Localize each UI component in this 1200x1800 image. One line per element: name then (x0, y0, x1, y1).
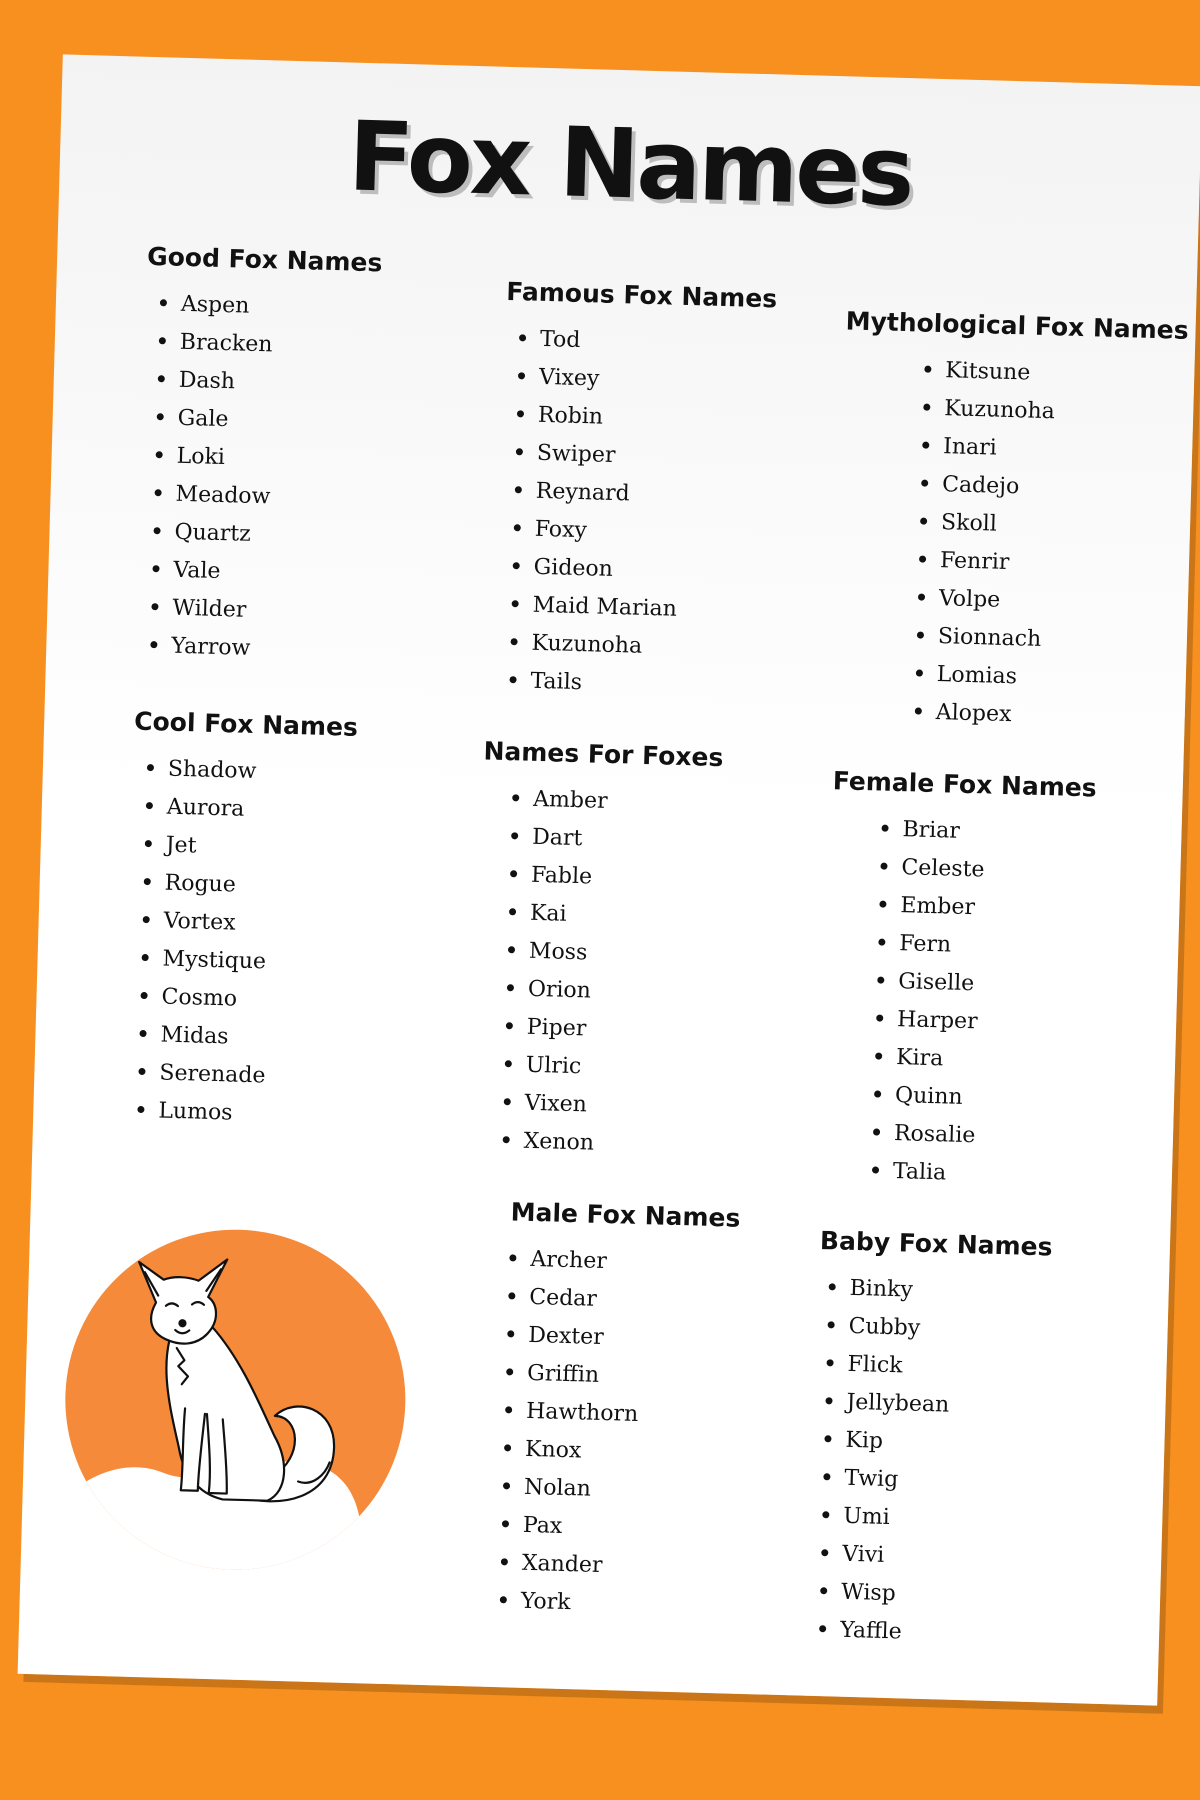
fox-name: Shadow (167, 756, 257, 785)
bullet-icon (501, 1558, 508, 1565)
bullet-icon (879, 900, 886, 907)
name-list (821, 809, 1171, 1198)
fox-name: Quinn (894, 1083, 964, 1110)
bullet-icon (825, 1397, 832, 1404)
fox-name: Aurora (166, 794, 245, 822)
bullet-icon (512, 794, 519, 801)
fox-name: Pax (522, 1512, 563, 1539)
section-baby-fox-names (809, 1226, 1161, 1658)
fox-name: Binky (849, 1275, 914, 1303)
bullet-icon (505, 1060, 512, 1067)
name-list (499, 1240, 849, 1629)
fox-name: Wisp (840, 1579, 897, 1607)
fox-name: Briar (902, 817, 961, 844)
fox-name: Vivi (841, 1541, 885, 1568)
bullet-icon (507, 1330, 514, 1337)
fox-name: Tod (539, 326, 581, 353)
fox-name: Jellybean (846, 1389, 950, 1418)
list-item (502, 1122, 813, 1169)
bullet-icon (915, 707, 922, 714)
fox-name: Reynard (535, 478, 631, 507)
section-female-fox-names (821, 766, 1173, 1198)
fox-name: Celeste (901, 855, 985, 883)
bullet-icon (519, 334, 526, 341)
fox-name: Cosmo (161, 984, 238, 1012)
fox-name: Volpe (938, 586, 1001, 613)
fox-name: Alopex (935, 700, 1012, 728)
bullet-icon (508, 946, 515, 953)
fox-name: Cadejo (941, 472, 1020, 500)
bullet-icon (917, 631, 924, 638)
bullet-icon (507, 984, 514, 991)
fox-name: Loki (176, 443, 226, 471)
bullet-icon (877, 976, 884, 983)
bullet-icon (512, 600, 519, 607)
fox-name: Kuzunoha (531, 630, 643, 659)
bullet-icon (916, 669, 923, 676)
bullet-icon (922, 441, 929, 448)
bullet-icon (151, 603, 158, 610)
section-male-fox-names (499, 1197, 851, 1629)
bullet-icon (150, 641, 157, 648)
bullet-icon (155, 489, 162, 496)
bullet-icon (516, 448, 523, 455)
fox-name: Sionnach (937, 624, 1042, 652)
fox-name: Rogue (164, 870, 237, 898)
bullet-icon (503, 1136, 510, 1143)
bullet-icon (829, 1283, 836, 1290)
fox-name: Fable (530, 862, 593, 890)
name-list (809, 1269, 1159, 1658)
bullet-icon (875, 1052, 882, 1059)
fox-name: Bracken (179, 329, 273, 358)
fox-name: Swiper (536, 440, 616, 468)
fox-name: Foxy (534, 516, 588, 544)
bullet-icon (509, 676, 516, 683)
fox-name: Kira (895, 1045, 944, 1072)
fox-name: Griffin (526, 1360, 600, 1388)
section-mythological-fox-names (834, 306, 1190, 738)
fox-name: Kai (529, 900, 567, 927)
section-famous-fox-names (495, 277, 847, 709)
fox-name: Orion (527, 976, 592, 1004)
fox-name: Twig (844, 1465, 899, 1493)
bullet-icon (515, 486, 522, 493)
list-item (499, 1582, 840, 1629)
bullet-icon (923, 403, 930, 410)
bullet-icon (508, 1292, 515, 1299)
fox-name: Aspen (180, 291, 250, 319)
fox-name: Yarrow (171, 633, 251, 661)
fox-name: Hawthorn (525, 1398, 639, 1427)
sitting-fox-icon (31, 1204, 441, 1575)
fox-name: Dash (178, 367, 236, 395)
bullet-icon (821, 1549, 828, 1556)
bullet-icon (504, 1444, 511, 1451)
bullet-icon (142, 953, 149, 960)
bullet-icon (153, 527, 160, 534)
bullet-icon (505, 1406, 512, 1413)
fox-name: Kip (845, 1427, 884, 1454)
bullet-icon (511, 832, 518, 839)
fox-name: Umi (842, 1503, 891, 1531)
bullet-icon (874, 1090, 881, 1097)
list-item (914, 693, 1175, 738)
bullet-icon (147, 764, 154, 771)
fox-name: Serenade (159, 1060, 266, 1089)
fox-name: Quartz (174, 519, 252, 547)
fox-name: Ember (900, 893, 976, 921)
fox-name: Ulric (525, 1052, 582, 1080)
name-list (136, 285, 486, 674)
bullet-icon (828, 1321, 835, 1328)
fox-name: Flick (847, 1351, 903, 1379)
section-heading: Baby Fox Names (819, 1226, 1053, 1262)
fox-name: Yaffle (839, 1617, 903, 1645)
bullet-icon (144, 877, 151, 884)
bullet-icon (517, 410, 524, 417)
fox-name: Vixen (524, 1090, 588, 1118)
fox-name: Knox (524, 1436, 582, 1464)
list-item (509, 662, 836, 709)
fox-name: Dart (531, 824, 583, 852)
bullet-icon (919, 555, 926, 562)
bullet-icon (920, 517, 927, 524)
bullet-icon (509, 1254, 516, 1261)
bullet-icon (139, 1029, 146, 1036)
poster-sheet (18, 54, 1200, 1705)
list-item (137, 1092, 464, 1139)
section-names-for-foxes (472, 736, 824, 1168)
fox-name: Kuzunoha (943, 396, 1056, 425)
bullet-icon (511, 638, 518, 645)
bullet-icon (518, 372, 525, 379)
bullet-icon (921, 479, 928, 486)
fox-name: Inari (942, 434, 998, 461)
bullet-icon (824, 1435, 831, 1442)
bullet-icon (880, 862, 887, 869)
fox-name: Giselle (897, 969, 975, 997)
section-heading: Cool Fox Names (133, 706, 359, 742)
fox-name: Amber (532, 786, 608, 814)
fox-name: Rosalie (893, 1121, 976, 1149)
bullet-icon (146, 802, 153, 809)
bullet-icon (822, 1511, 829, 1518)
section-heading: Names For Foxes (483, 736, 724, 773)
fox-name: Meadow (175, 481, 271, 510)
bullet-icon (137, 1105, 144, 1112)
section-good-fox-names (136, 242, 488, 674)
list-item (819, 1611, 1150, 1658)
section-heading: Female Fox Names (832, 766, 1098, 803)
bullet-icon (820, 1587, 827, 1594)
bullet-icon (160, 299, 167, 306)
section-heading: Famous Fox Names (505, 276, 778, 314)
fox-name: Gale (177, 405, 229, 433)
fox-name: Cubby (848, 1313, 921, 1341)
fox-name: Tails (530, 668, 583, 696)
bullet-icon (500, 1596, 507, 1603)
fox-name: Skoll (940, 510, 998, 537)
bullet-icon (504, 1098, 511, 1105)
fox-name: Xander (521, 1550, 603, 1579)
bullet-icon (513, 562, 520, 569)
bullet-icon (918, 593, 925, 600)
fox-name: Gideon (533, 554, 614, 582)
page-title: Fox Names (346, 100, 914, 229)
bullet-icon (138, 1067, 145, 1074)
bullet-icon (510, 870, 517, 877)
fox-name: Midas (160, 1022, 229, 1050)
list-item (150, 627, 477, 674)
fox-name: Dexter (527, 1322, 605, 1350)
fox-name: Vortex (163, 908, 236, 936)
bullet-icon (141, 991, 148, 998)
fox-name: Maid Marian (532, 592, 678, 622)
fox-name: Lumos (158, 1098, 233, 1126)
fox-name: Talia (892, 1159, 947, 1186)
bullet-icon (876, 1014, 883, 1021)
bullet-icon (152, 565, 159, 572)
fox-name: Fenrir (939, 548, 1010, 576)
bullet-icon (502, 1520, 509, 1527)
fox-name: Jet (165, 832, 197, 859)
fox-name: Moss (528, 938, 588, 966)
bullet-icon (156, 451, 163, 458)
bullet-icon (872, 1166, 879, 1173)
section-cool-fox-names (123, 707, 475, 1139)
fox-name: Archer (530, 1246, 608, 1275)
fox-name: Piper (526, 1014, 587, 1042)
bullet-icon (143, 915, 150, 922)
bullet-icon (145, 839, 152, 846)
fox-name: Kitsune (945, 358, 1031, 386)
bullet-icon (881, 824, 888, 831)
bullet-icon (503, 1482, 510, 1489)
bullet-icon (159, 337, 166, 344)
fox-name: Xenon (523, 1128, 595, 1156)
bullet-icon (873, 1128, 880, 1135)
bullet-icon (514, 524, 521, 531)
name-list (123, 750, 473, 1139)
bullet-icon (158, 375, 165, 382)
name-list (472, 779, 822, 1168)
bullet-icon (819, 1625, 826, 1632)
fox-name: Cedar (528, 1284, 598, 1312)
bullet-icon (157, 413, 164, 420)
section-heading: Male Fox Names (510, 1197, 741, 1233)
bullet-icon (924, 365, 931, 372)
fox-name: Nolan (523, 1474, 592, 1502)
fox-name: Harper (896, 1007, 978, 1035)
fox-name: Robin (537, 402, 604, 430)
bullet-icon (506, 1368, 513, 1375)
fox-name: Vixey (538, 364, 600, 392)
fox-name: Vale (173, 557, 221, 584)
list-item (871, 1152, 1162, 1198)
name-list (495, 320, 845, 709)
bullet-icon (509, 908, 516, 915)
section-heading: Good Fox Names (146, 241, 383, 278)
fox-name: York (520, 1588, 571, 1616)
bullet-icon (878, 938, 885, 945)
bullet-icon (827, 1359, 834, 1366)
name-list (834, 349, 1184, 738)
fox-name: Wilder (172, 595, 247, 623)
section-heading: Mythological Fox Names (845, 306, 1190, 345)
fox-name: Mystique (162, 946, 267, 975)
bullet-icon (506, 1022, 513, 1029)
bullet-icon (823, 1473, 830, 1480)
fox-name: Fern (898, 931, 952, 958)
fox-name: Lomias (936, 662, 1018, 690)
